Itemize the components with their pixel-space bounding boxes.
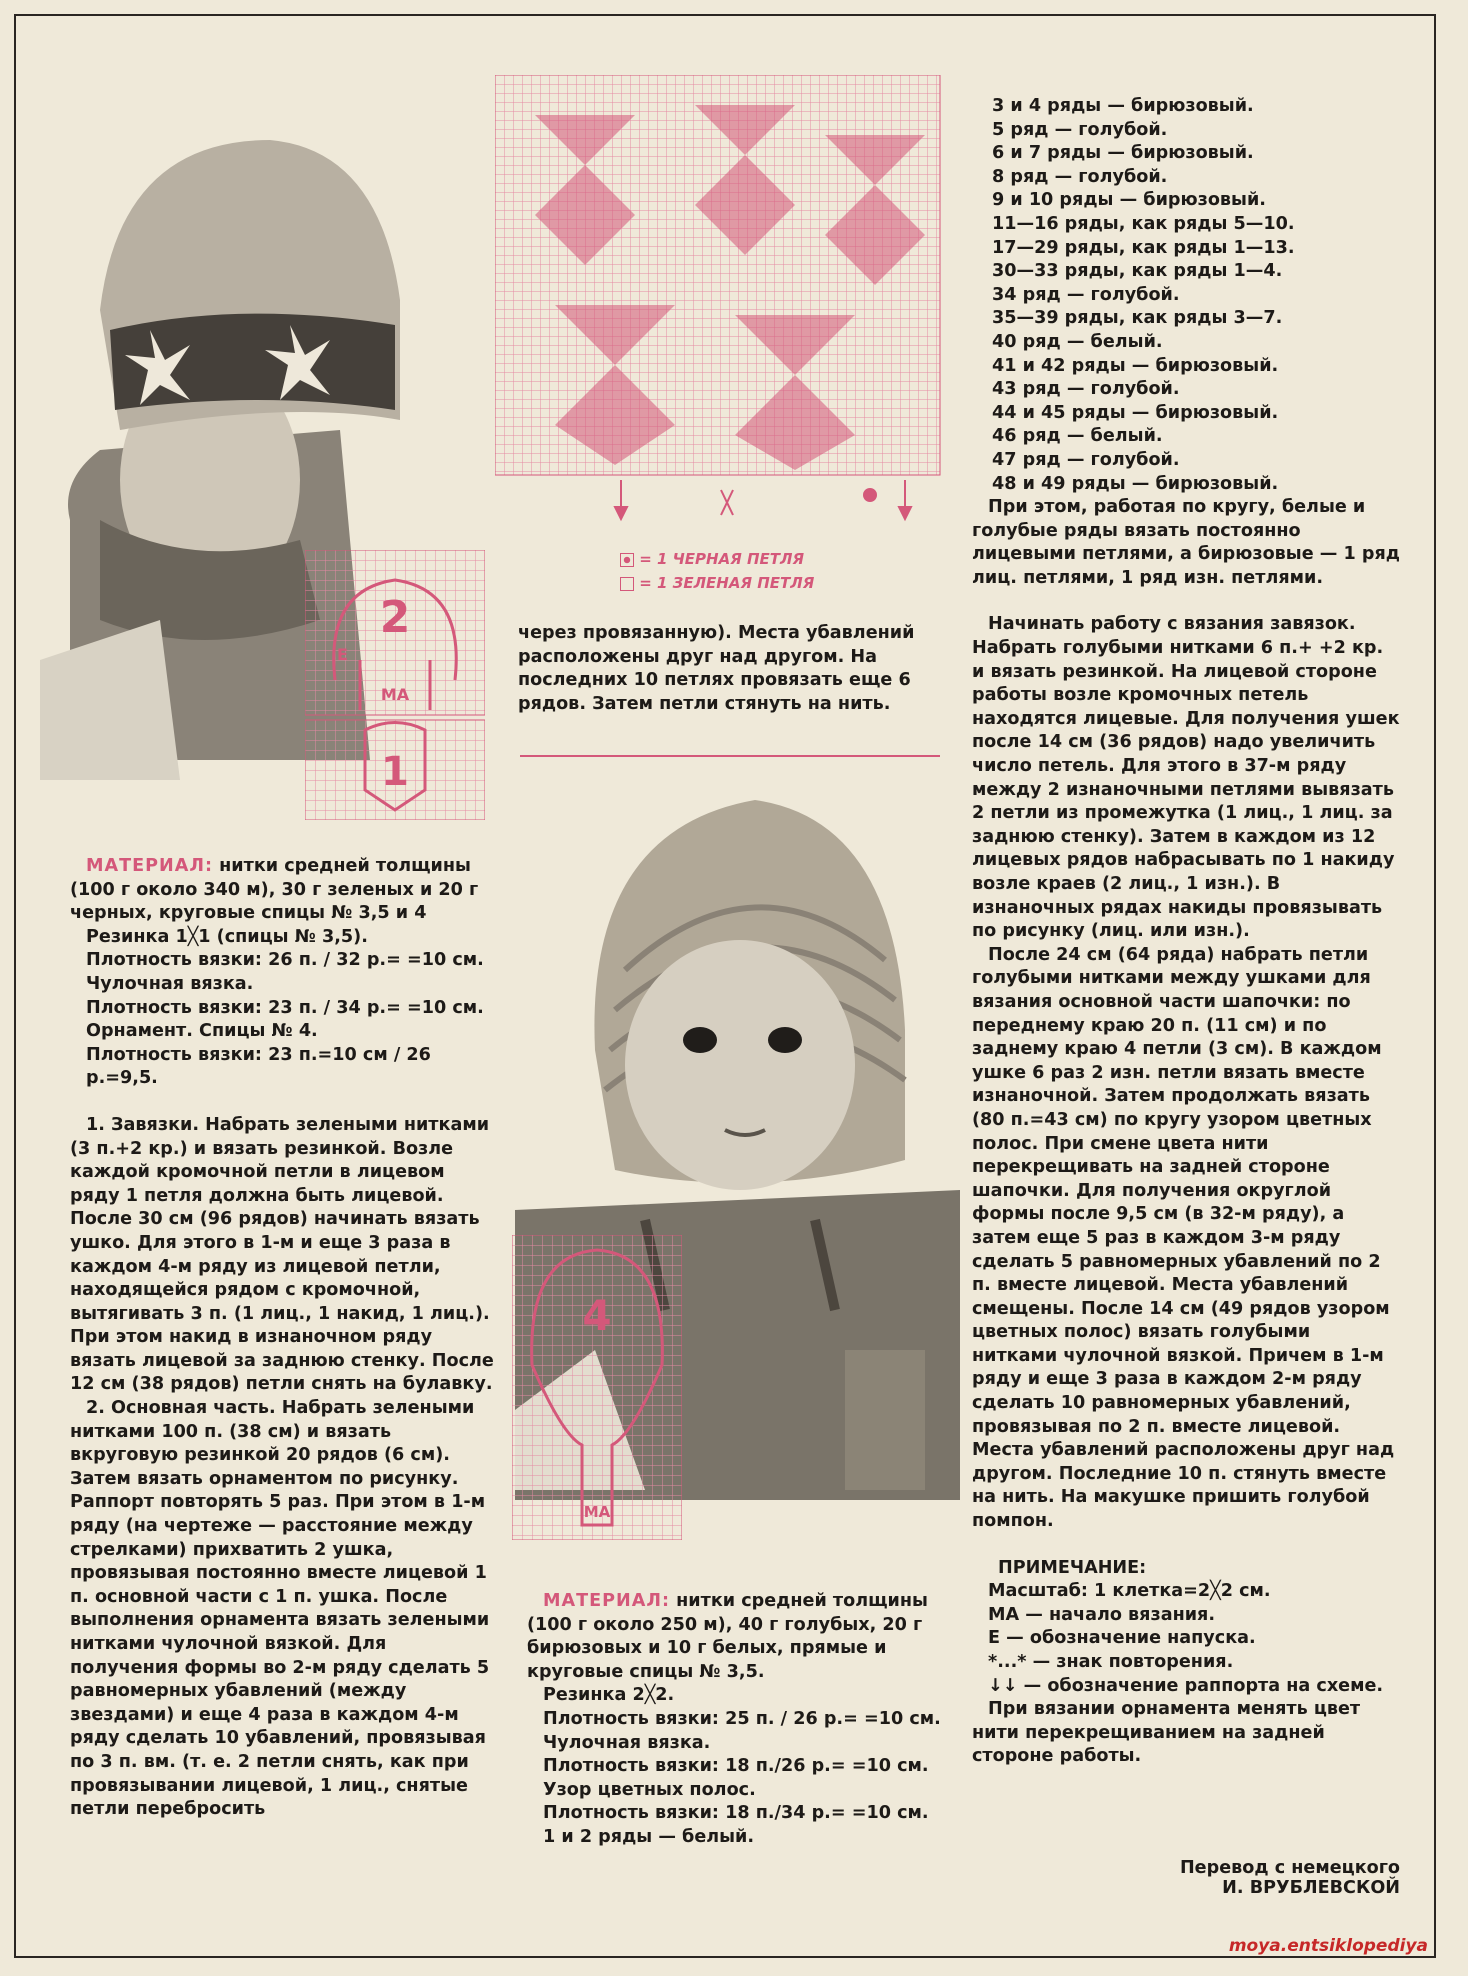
row-color-item: 3 и 4 ряды — бирюзовый. — [992, 96, 1254, 116]
middle-top-text — [518, 622, 950, 716]
left-material-text: нитки средней толщины (100 г около 340 м), 30 г зеленых и 20 г черных, круговые спицы № 3,5 и 4 — [70, 856, 479, 924]
right-paragraph-3: После 24 см (64 ряда) набрать петли голубыми нитками между ушками для вязания основной части шапочки: по переднему краю 20 п. (11 см) и по заднему краю 4 петли (3 см). В каждом ушке 6 раз 2 изн. петли вязать вместе изнаночной. Затем продолжать вязать (80 п.=43 см) по кругу узором цветных полос. При смене цвета нити перекрещивать на задней стороне шапочки. Для получения округлой формы после 9,5 см (в 32-м ряду), а затем еще 5 раз в каждом 3-м ряду сделать 5 равномерных убавлений по 2 п. вместе лицевой. Места убавлений смещены. После 14 см (49 рядов узором цветных полос) вязать голубыми нитками чулочной вязкой. Причем в 1-м ряду и еще 3 раза в каждом 2-м ряду сделать 10 равномерных убавлений, провязывая по 2 п. вместе лицевой. Места убавлений расположены друг над другом. Последние 10 п. стянуть вместе на нить. На макушке пришить голубой помпон. — [972, 944, 1395, 1532]
row-color-item: 8 ряд — голубой. — [992, 166, 1168, 187]
middle-material-label: МАТЕРИАЛ: — [543, 1591, 671, 1611]
section-divider — [520, 755, 940, 757]
middle-material — [527, 1590, 955, 1684]
left-paragraph-1: 1. Завязки. Набрать зелеными нитками (3 п.+2 кр.) и вязать резинкой. Возле каждой кромочной петли в лицевом ряду 1 петля должна быть лицевой. После 30 см (96 рядов) начинать вязать ушко. Для этого в 1-м и еще 3 раза в каждом 4-м ряду из лицевой петли, находящейся рядом с кромочной, вытягивать 3 п. (1 лиц., 1 накид, 1 лиц.). При этом накид в изнаночном ряду вязать лицевой за заднюю стенку. После 12 см (38 рядов) петли снять на булавку. — [70, 1114, 494, 1395]
note-line-4: *...* — знак повторения. — [988, 1652, 1234, 1672]
schema-piece-2-and-1 — [305, 550, 485, 820]
middle-top-paragraph: через провязанную). Места убавлений расположены друг над другом. На последних 10 петлях провязать еще 6 рядов. Затем петли стянуть на нить. — [518, 623, 915, 714]
schema-label-4-ma: МА — [583, 1503, 611, 1521]
right-column — [972, 95, 1400, 1769]
row-color-item: 17—29 ряды, как ряды 1—13. — [992, 237, 1295, 258]
left-line-4: Плотность вязки: 23 п. / 34 р.= =10 см. — [86, 997, 484, 1018]
note-line-3: Е — обозначение напуска. — [988, 1628, 1256, 1649]
ornament-chart — [495, 75, 950, 530]
middle-line-5: Узор цветных полос. — [543, 1779, 756, 1800]
schema-label-ma: МА — [380, 685, 410, 704]
left-material-label: МАТЕРИАЛ: — [86, 856, 214, 876]
row-color-list — [972, 95, 1400, 496]
legend-black-label: = 1 ЧЕРНАЯ ПЕТЛЯ — [639, 550, 805, 568]
row-color-item: 6 и 7 ряды — бирюзовый. — [992, 143, 1254, 164]
left-line-2: Плотность вязки: 26 п. / 32 р.= =10 см. — [86, 950, 484, 971]
middle-line-1: Резинка 2╳2. — [543, 1685, 675, 1706]
watermark: moya.entsiklopediya — [1228, 1936, 1428, 1956]
left-material — [70, 855, 495, 926]
right-paragraph-2: Начинать работу с вязания завязок. Набрать голубыми нитками 6 п.+ +2 кр. и вязать резинкой. На лицевой стороне работы возле кромочных петель находятся лицевые. Для получения ушек после 14 см (36 рядов) надо увеличить число петель. Для этого в 37-м ряду между 2 изнаночными петлями вывязать 2 петли из промежутка (1 лиц., 1 лиц. за заднюю стенку). Затем в каждом из 12 лицевых рядов набрасывать по 1 накиду возле краев (2 лиц., 1 изн.). В изнаночных рядах накиды провязывать по рисунку (лиц. или изн.). — [972, 614, 1400, 942]
left-line-1: Резинка 1╳1 (спицы № 3,5). — [86, 926, 368, 947]
note-line-2: МА — начало вязания. — [988, 1604, 1216, 1625]
middle-material-text: нитки средней толщины (100 г около 250 м), 40 г голубых, 20 г бирюзовых и 10 г белых, прямые и круговые спицы № 3,5. — [527, 1591, 928, 1682]
legend-green-label: = 1 ЗЕЛЕНАЯ ПЕТЛЯ — [639, 574, 815, 592]
legend-green — [620, 574, 814, 592]
chart-legend — [620, 550, 814, 592]
translator-credit — [1000, 1858, 1400, 1898]
legend-black-swatch-icon — [620, 553, 634, 567]
middle-bottom-column — [527, 1590, 955, 1850]
schema-label-e: Е — [337, 645, 348, 664]
row-color-item: 5 ряд — голубой. — [992, 119, 1168, 140]
schema-piece-4 — [512, 1235, 682, 1540]
middle-line-6: Плотность вязки: 18 п./34 р.= =10 см. — [543, 1803, 929, 1824]
row-color-item: 44 и 45 ряды — бирюзовый. — [992, 402, 1279, 423]
left-line-3: Чулочная вязка. — [86, 973, 254, 994]
row-color-item: 9 и 10 ряды — бирюзовый. — [992, 190, 1266, 211]
legend-green-swatch-icon — [620, 577, 634, 591]
row-color-item: 35—39 ряды, как ряды 3—7. — [992, 308, 1283, 329]
row-color-item: 47 ряд — голубой. — [992, 449, 1180, 470]
middle-line-3: Чулочная вязка. — [543, 1732, 711, 1753]
middle-line-2: Плотность вязки: 25 п. / 26 р.= =10 см. — [543, 1708, 941, 1729]
row-color-item: 30—33 ряды, как ряды 1—4. — [992, 261, 1283, 282]
row-color-item: 48 и 49 ряды — бирюзовый. — [992, 473, 1279, 494]
row-color-item: 34 ряд — голубой. — [992, 284, 1180, 305]
left-column — [70, 855, 495, 1822]
row-color-item: 41 и 42 ряды — бирюзовый. — [992, 355, 1279, 376]
credit-line-1: Перевод с немецкого — [1179, 1858, 1400, 1878]
schema-label-2: 2 — [379, 592, 411, 643]
credit-line-2: И. ВРУБЛЕВСКОЙ — [1222, 1878, 1400, 1898]
right-paragraph-1: При этом, работая по кругу, белые и голубые ряды вязать постоянно лицевыми петлями, а бирюзовые — 1 ряд лиц. петлями, 1 ряд изн. петлями. — [972, 497, 1400, 588]
middle-line-7: 1 и 2 ряды — белый. — [543, 1826, 755, 1847]
left-line-5: Орнамент. Спицы № 4. — [86, 1021, 318, 1042]
row-color-item: 43 ряд — голубой. — [992, 379, 1180, 400]
row-color-item: 40 ряд — белый. — [992, 331, 1163, 352]
left-paragraph-2: 2. Основная часть. Набрать зелеными нитками 100 п. (38 см) и вязать вкруговую резинкой 20 рядов (6 см). Затем вязать орнаментом по рисунку. Раппорт повторять 5 раз. При этом в 1-м ряду (на чертеже — расстояние между стрелками) прихватить 2 ушка, провязывая постоянно вместе лицевой 1 п. основной части с 1 п. ушка. После выполнения орнамента вязать зелеными нитками чулочной вязкой. Для получения формы во 2-м ряду сделать 5 равномерных убавлений (между звездами) и еще 4 раза в каждом 4-м ряду сделать 10 убавлений, провязывая по 3 п. вм. (т. е. 2 петли снять, как при провязывании лицевой, 1 лиц., снятые петли перебросить — [70, 1398, 490, 1820]
row-color-item: 11—16 ряды, как ряды 5—10. — [992, 213, 1295, 234]
schema-label-1: 1 — [381, 749, 409, 795]
note-title: ПРИМЕЧАНИЕ: — [998, 1557, 1147, 1578]
schema-label-4: 4 — [582, 1291, 612, 1340]
legend-black — [620, 550, 814, 568]
left-line-6: Плотность вязки: 23 п.=10 см / 26 р.=9,5. — [86, 1044, 431, 1089]
note-line-6: При вязании орнамента менять цвет нити перекрещиванием на задней стороне работы. — [972, 1699, 1361, 1767]
note-line-5: ↓↓ — обозначение раппорта на схеме. — [988, 1675, 1384, 1696]
row-color-item: 46 ряд — белый. — [992, 426, 1163, 447]
middle-line-4: Плотность вязки: 18 п./26 р.= =10 см. — [543, 1756, 929, 1777]
note-line-1: Масштаб: 1 клетка=2╳2 см. — [988, 1581, 1271, 1602]
